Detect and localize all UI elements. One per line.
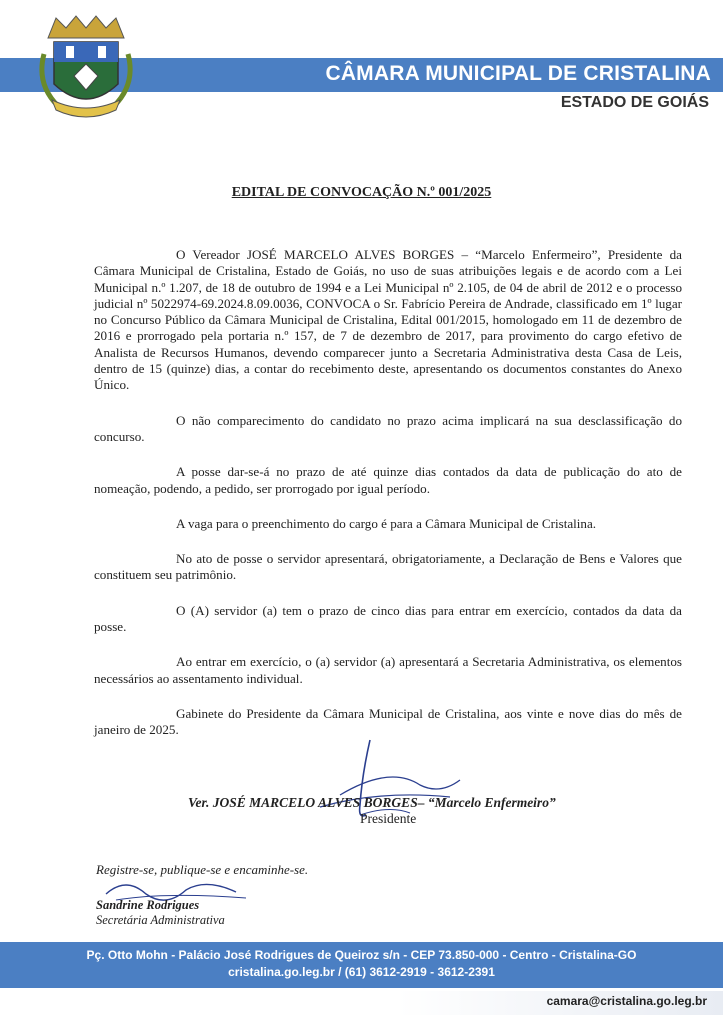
footer-email[interactable]: camara@cristalina.go.leg.br	[546, 994, 707, 1008]
paragraph-declaracao: No ato de posse o servidor apresentará, obrigatoriamente, a Declaração de Bens e Valores que constituem seu patrimônio.	[94, 551, 682, 583]
chamber-title: CÂMARA MUNICIPAL DE CRISTALINA	[325, 62, 711, 85]
paragraph-no-show: O não comparecimento do candidato no prazo acima implicará na sua desclassificação do concurso.	[94, 412, 682, 444]
document-title: EDITAL DE CONVOCAÇÃO N.º 001/2025	[231, 185, 492, 200]
paragraph-gabinete: Gabinete do Presidente da Câmara Municipal de Cristalina, aos vinte e nove dias do mês de janeiro de 2025.	[94, 705, 682, 738]
coat-of-arms-icon	[36, 14, 136, 132]
paragraph-assentamento: Ao entrar em exercício, o (a) servidor (a) apresentará a Secretaria Administrativa, os elementos necessários ao assentamento individual.	[94, 654, 682, 686]
secretary-role: Secretária Administrativa	[96, 913, 225, 927]
paragraph-convocation: O Vereador JOSÉ MARCELO ALVES BORGES – “Marcelo Enfermeiro”, Presidente da Câmara Municipal de Cristalina, Estado de Goiás, no uso de suas atribuições legais e de acordo com a Lei Municipal n.º 1.207, de 18 de outubro de 1994 e a Lei Municipal nº 2.105, de 04 de abril de 2012 e o processo judicial nº 5022974-69.2024.8.09.0036, CONVOCA o Sr. Fabrício Pereira de Andrade, classificado em 1º lugar no Concurso Público da Câmara Municipal de Cristalina, Edital 001/2015, homologado em 11 de dezembro de 2016 e prorrogado pela portaria n.º 157, de 7 de dezembro de 2017, para provimento do cargo efetivo de Analista de Recursos Humanos, devendo comparecer junto a Secretaria Administrativa desta Casa de Leis, dentro de 15 (quinze) dias, a contar do recebimento deste, apresentando os documentos constantes do Anexo Único.	[94, 247, 682, 393]
state-subtitle: ESTADO DE GOIÁS	[560, 94, 709, 111]
registry-note: Registre-se, publique-se e encaminhe-se.	[96, 862, 309, 877]
paragraph-posse: A posse dar-se-á no prazo de até quinze dias contados da data de publicação do ato de nomeação, podendo, a pedido, ser prorrogado por igual período.	[94, 464, 682, 496]
paragraph-exercicio: O (A) servidor (a) tem o prazo de cinco dias para entrar em exercício, contados da data da posse.	[94, 602, 682, 635]
document-body	[94, 247, 682, 758]
footer-address: Pç. Otto Mohn - Palácio José Rodrigues de Queiroz s/n - CEP 73.850-000 - Centro - Cristalina-GO	[86, 948, 637, 962]
president-role: Presidente	[360, 811, 417, 826]
secretary-name: Sandrine Rodrigues	[96, 898, 200, 912]
president-name: Ver. JOSÉ MARCELO ALVES BORGES– “Marcelo Enfermeiro”	[188, 795, 556, 810]
footer-contact: cristalina.go.leg.br / (61) 3612-2919 - 3612-2391	[228, 965, 495, 979]
paragraph-vaga: A vaga para o preenchimento do cargo é para a Câmara Municipal de Cristalina.	[176, 515, 597, 531]
